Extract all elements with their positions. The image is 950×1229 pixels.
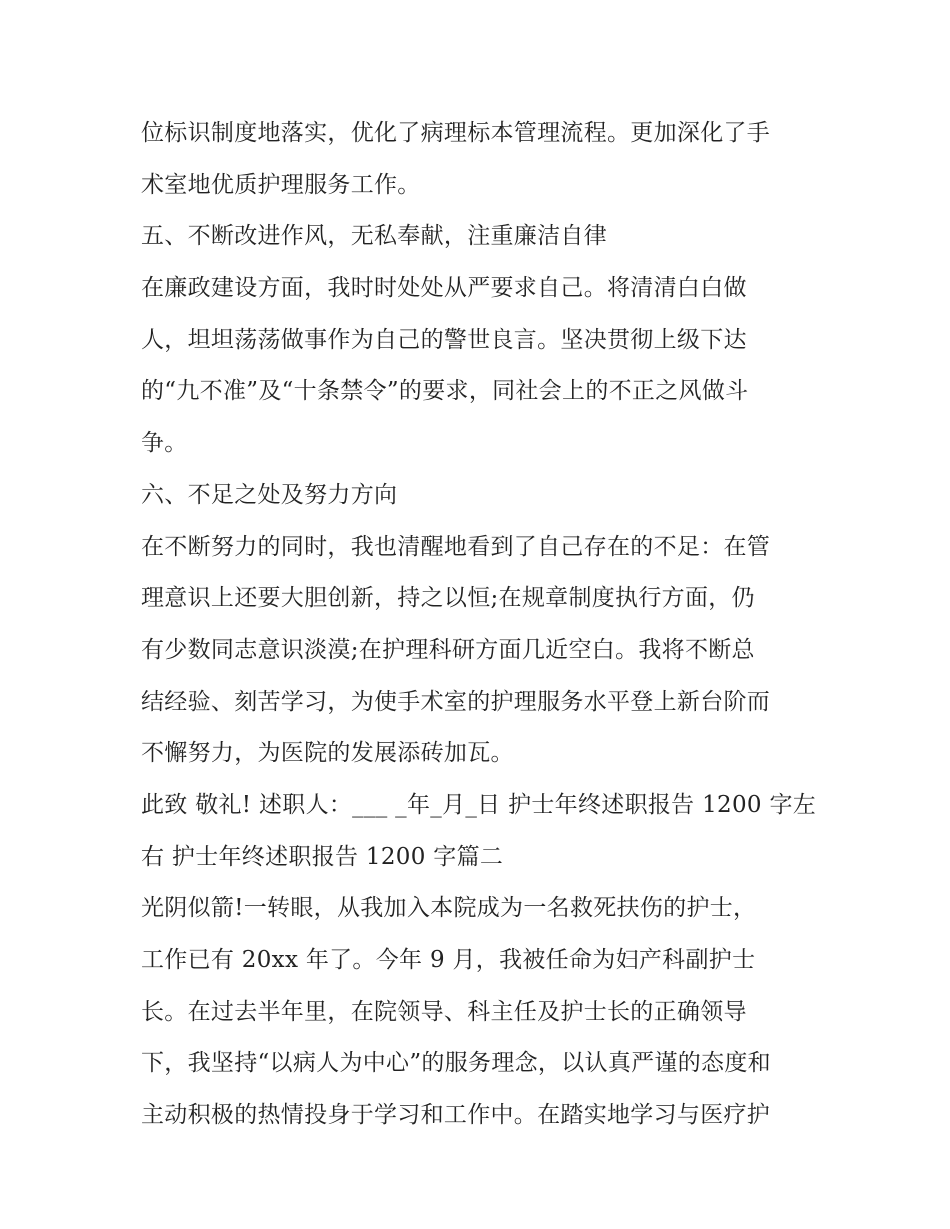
text-line: 不懈努力，为医院的发展添砖加瓦。	[141, 740, 514, 767]
document-body	[141, 108, 821, 1142]
text-line: 光阴似箭!一转眼，从我加入本院成为一名救死扶伤的护士，	[141, 895, 757, 922]
text-line: 下，我坚持“以病人为中心”的服务理念，以认真严谨的态度和	[141, 1050, 771, 1077]
text-line: 争。	[141, 430, 188, 457]
text-line: 此致 敬礼! 述职人：___ _年_月_日 护士年终述职报告 1200 字左	[141, 791, 817, 818]
text-line: 在廉政建设方面，我时时处处从严要求自己。将清清白白做	[141, 275, 747, 302]
text-line: 主动积极的热情投身于学习和工作中。在踏实地学习与医疗护	[141, 1102, 771, 1129]
text-line: 有少数同志意识淡漠;在护理科研方面几近空白。我将不断总	[141, 636, 755, 663]
text-line: 位标识制度地落实，优化了病理标本管理流程。更加深化了手	[141, 120, 771, 146]
text-line: 右 护士年终述职报告 1200 字篇二	[141, 843, 504, 870]
section-heading: 六、不足之处及努力方向	[141, 481, 398, 508]
text-line: 结经验、刻苦学习，为使手术室的护理服务水平登上新台阶而	[141, 688, 771, 715]
text-line: 工作已有 20xx 年了。今年 9 月，我被任命为妇产科副护士	[141, 947, 756, 973]
text-line: 术室地优质护理服务工作。	[141, 171, 421, 198]
text-line: 的“九不准”及“十条禁令”的要求，同社会上的不正之风做斗	[141, 378, 749, 405]
text-line: 在不断努力的同时，我也清醒地看到了自己存在的不足：在管	[141, 533, 771, 560]
text-line: 理意识上还要大胆创新，持之以恒;在规章制度执行方面，仍	[141, 585, 755, 612]
text-line: 长。在过去半年里，在院领导、科主任及护士长的正确领导	[141, 998, 747, 1025]
text-line: 人，坦坦荡荡做事作为自己的警世良言。坚决贯彻上级下达	[141, 326, 747, 353]
section-heading: 五、不断改进作风，无私奉献，注重廉洁自律	[141, 223, 607, 250]
